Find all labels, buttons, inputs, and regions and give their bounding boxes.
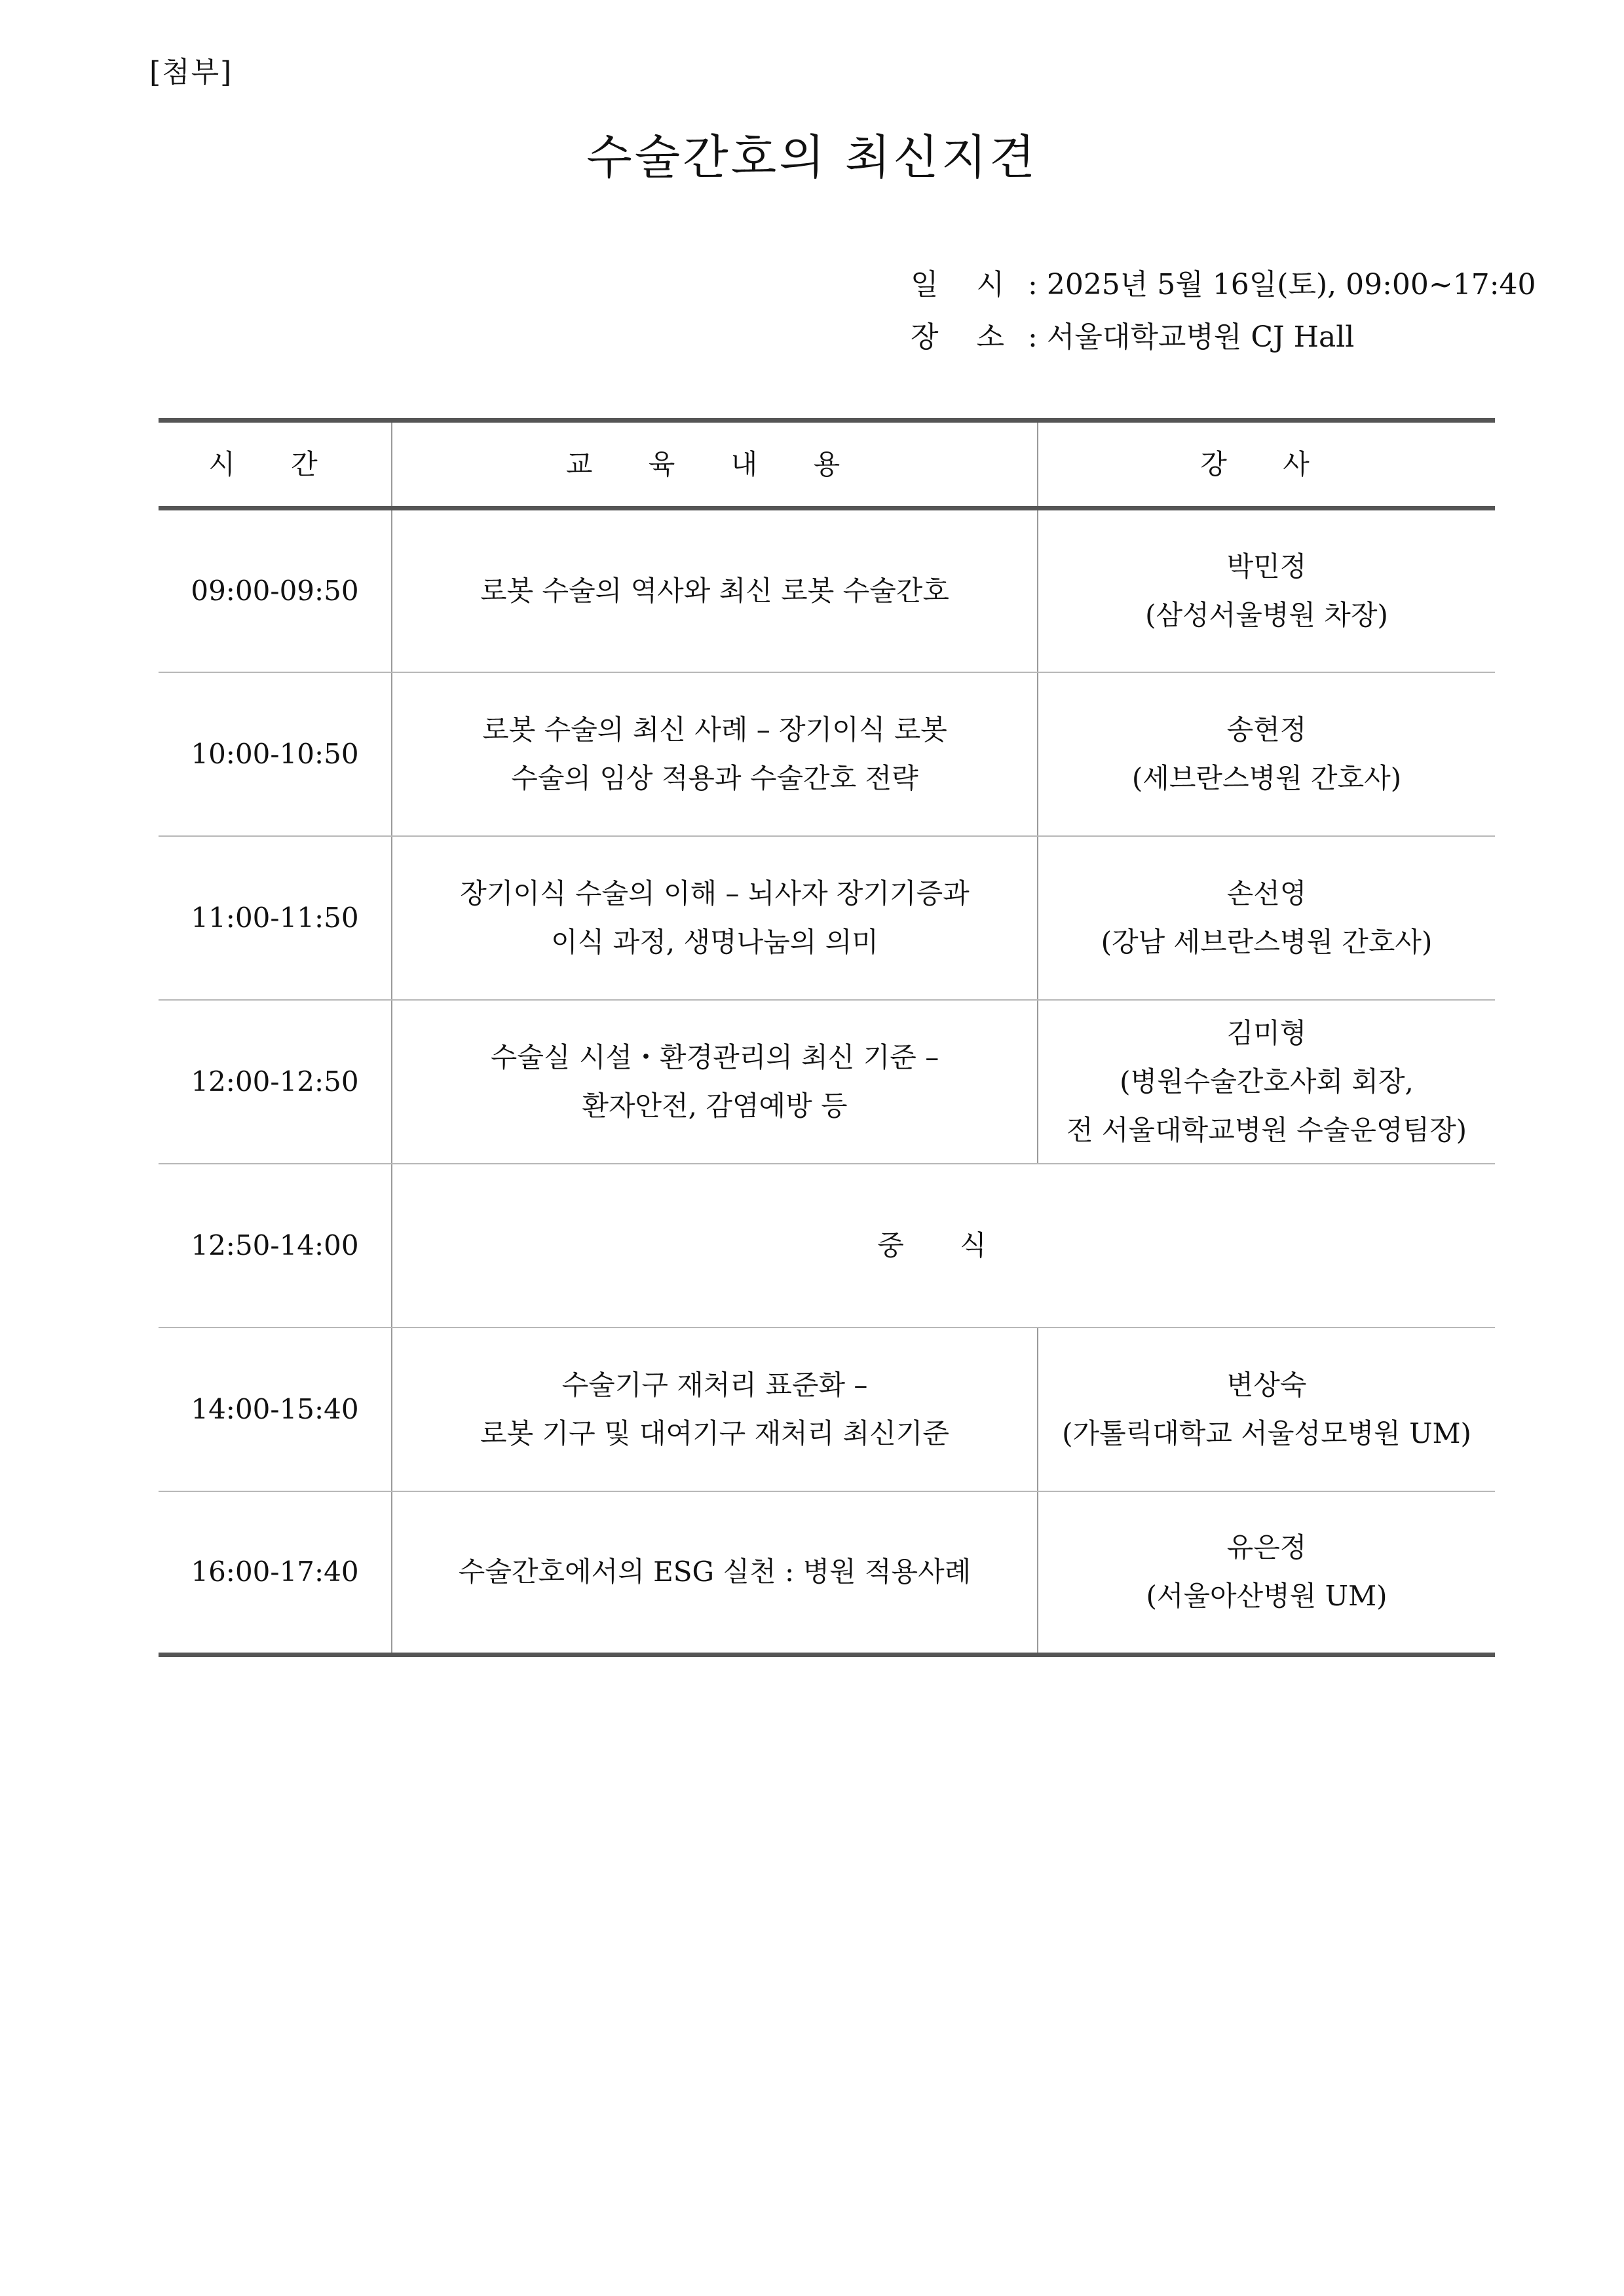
lecturer-name: 김미형 bbox=[1226, 1016, 1307, 1049]
lecturer-name: 유은정 bbox=[1226, 1531, 1307, 1564]
time-cell: 12:00-12:50 bbox=[159, 1000, 392, 1164]
lunch-cell: 중 식 bbox=[392, 1164, 1495, 1328]
content-line: 이식 과정, 생명나눔의 의미 bbox=[551, 925, 878, 958]
content-cell bbox=[392, 1328, 1038, 1491]
content-line: 수술간호에서의 ESG 실천 : 병원 적용사례 bbox=[458, 1556, 972, 1588]
document-title: 수술간호의 최신지견 bbox=[586, 130, 1038, 185]
content-line: 로봇 수술의 역사와 최신 로봇 수술간호 bbox=[480, 574, 949, 607]
table-row bbox=[159, 836, 1495, 1000]
header-time: 시 간 bbox=[159, 421, 392, 508]
time-cell: 10:00-10:50 bbox=[159, 672, 392, 836]
time-cell: 11:00-11:50 bbox=[159, 836, 392, 1000]
lecturer-affiliation: (삼성서울병원 차장) bbox=[1145, 598, 1388, 631]
time-cell: 14:00-15:40 bbox=[159, 1328, 392, 1491]
lecturer-name: 손선영 bbox=[1226, 877, 1307, 909]
table-row bbox=[159, 672, 1495, 836]
content-line: 장기이식 수술의 이해 – 뇌사자 장기기증과 bbox=[460, 877, 970, 909]
attachment-label: [첨부] bbox=[149, 56, 233, 89]
table-row bbox=[159, 1328, 1495, 1491]
content-line: 수술의 임상 적용과 수술간호 전략 bbox=[511, 761, 918, 794]
content-cell bbox=[392, 672, 1038, 836]
date-value: 2025년 5월 16일(토), 09:00~17:40 bbox=[1046, 268, 1536, 301]
content-line: 환자안전, 감염예방 등 bbox=[582, 1089, 848, 1122]
lecturer-affiliation: (병원수술간호사회 회장, bbox=[1120, 1065, 1414, 1098]
event-place-line bbox=[911, 313, 1354, 355]
table-header-row bbox=[159, 421, 1495, 508]
lecturer-cell bbox=[1038, 508, 1495, 672]
content-line: 수술실 시설・환경관리의 최신 기준 – bbox=[490, 1041, 939, 1073]
content-line: 로봇 기구 및 대여기구 재처리 최신기준 bbox=[480, 1417, 949, 1449]
table-row bbox=[159, 1000, 1495, 1164]
lecturer-affiliation: (서울아산병원 UM) bbox=[1146, 1580, 1388, 1613]
place-label: 장 소 bbox=[911, 320, 1019, 354]
lecturer-name: 송현정 bbox=[1226, 713, 1307, 746]
lecturer-affiliation: (세브란스병원 간호사) bbox=[1131, 761, 1402, 794]
lecturer-cell bbox=[1038, 1328, 1495, 1491]
content-cell bbox=[392, 836, 1038, 1000]
lecturer-cell bbox=[1038, 836, 1495, 1000]
table-row bbox=[159, 1164, 1495, 1328]
event-date-line bbox=[911, 261, 1536, 303]
table-row bbox=[159, 1491, 1495, 1655]
lecturer-affiliation: 전 서울대학교병원 수술운영팀장) bbox=[1066, 1113, 1467, 1146]
lecturer-cell bbox=[1038, 1491, 1495, 1655]
content-line: 수술기구 재처리 표준화 – bbox=[561, 1368, 868, 1401]
date-label: 일 시 bbox=[911, 268, 1019, 301]
place-value: 서울대학교병원 CJ Hall bbox=[1046, 320, 1355, 354]
content-cell bbox=[392, 1491, 1038, 1655]
lecturer-affiliation: (강남 세브란스병원 간호사) bbox=[1101, 925, 1433, 958]
lecturer-cell bbox=[1038, 1000, 1495, 1164]
place-separator: : bbox=[1028, 320, 1038, 354]
header-lecturer: 강 사 bbox=[1038, 421, 1495, 508]
content-cell bbox=[392, 508, 1038, 672]
lecturer-name: 변상숙 bbox=[1226, 1368, 1307, 1401]
table-row bbox=[159, 508, 1495, 672]
lecturer-cell bbox=[1038, 672, 1495, 836]
date-separator: : bbox=[1028, 268, 1038, 301]
time-cell: 12:50-14:00 bbox=[159, 1164, 392, 1328]
header-content: 교 육 내 용 bbox=[392, 421, 1038, 508]
content-cell bbox=[392, 1000, 1038, 1164]
time-cell: 09:00-09:50 bbox=[159, 508, 392, 672]
time-cell: 16:00-17:40 bbox=[159, 1491, 392, 1655]
lecturer-affiliation: (가톨릭대학교 서울성모병원 UM) bbox=[1062, 1417, 1471, 1449]
content-line: 로봇 수술의 최신 사례 – 장기이식 로봇 bbox=[482, 713, 947, 746]
lecturer-name: 박민정 bbox=[1226, 550, 1307, 583]
schedule-table bbox=[159, 418, 1495, 1657]
